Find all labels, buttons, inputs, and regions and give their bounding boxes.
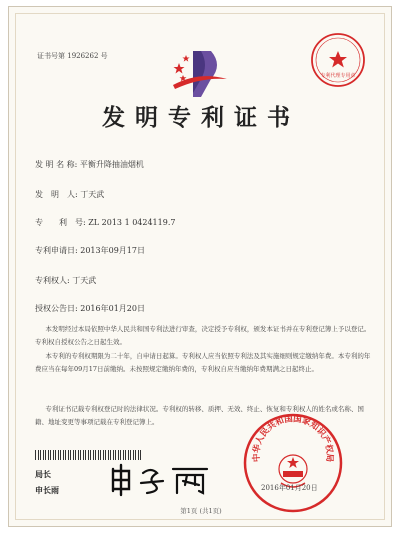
official-title: 局长 [35,469,51,479]
barcode [35,450,143,460]
body-paragraph: 专利证书记载专利权登记时的法律状况。专利权的转移、质押、无效、终止、恢复和专利权人的姓名或名称、国籍、地址变更等事项记载在专利登记簿上。 [35,405,364,426]
field-value: 平衡升降抽油烟机 [79,160,144,169]
field-label: 专利权人: [35,276,70,285]
field-value: ZL 2013 1 0424119.7 [88,218,176,227]
field-patentee [35,275,96,286]
official-seal-icon [241,411,345,515]
certificate-title: 发明专利证书 [102,104,300,131]
field-value: 2016年01月20日 [80,304,145,313]
signature-icon [107,463,217,497]
certificate-number: 1926262 [67,52,99,60]
field-value: 丁天武 [80,190,105,199]
field-value: 丁天武 [72,276,97,285]
field-label: 专 利 号: [35,218,86,227]
field-value: 2013年09月17日 [80,246,145,255]
certificate-number-label: 证书号第 [37,52,65,60]
seal-date: 2016年01月20日 [261,484,318,492]
field-label: 发 明 名 称: [35,160,78,169]
field-invention-name [35,159,144,170]
field-application-date [35,245,145,256]
patent-office-logo-icon [171,45,231,101]
body-paragraph: 本发明经过本局依照中华人民共和国专利法进行审查，决定授予专利权，颁发本证书并在专利登记簿上予以登记。专利权自授权公告之日起生效。 [35,325,371,346]
field-inventor [35,189,104,200]
agency-seal-text: 专利代理专用章 [320,73,356,79]
field-grant-date [35,303,145,314]
official-name: 申长雨 [35,485,59,495]
certificate-number-suffix: 号 [100,52,108,60]
certificate-number-line [37,51,108,61]
certificate-page [8,6,392,527]
field-label: 授权公告日: [35,304,78,313]
page-footer: 第1页 (共1页) [180,507,222,515]
official-seal-text: 中华人民共和国国家知识产权局 [251,414,335,463]
field-label: 发 明 人: [35,190,78,199]
agency-seal-icon [309,31,367,89]
body-paragraph: 本专利的专利权期限为二十年，自申请日起算。专利权人应当依照专利法及其实施细则规定缴纳年费。本专利的年费应当在每年09月17日前缴纳。未按照规定缴纳年费的，专利权自应当缴纳年费期满之日起终止。 [35,352,371,373]
field-patent-number [35,217,175,228]
field-label: 专利申请日: [35,246,78,255]
